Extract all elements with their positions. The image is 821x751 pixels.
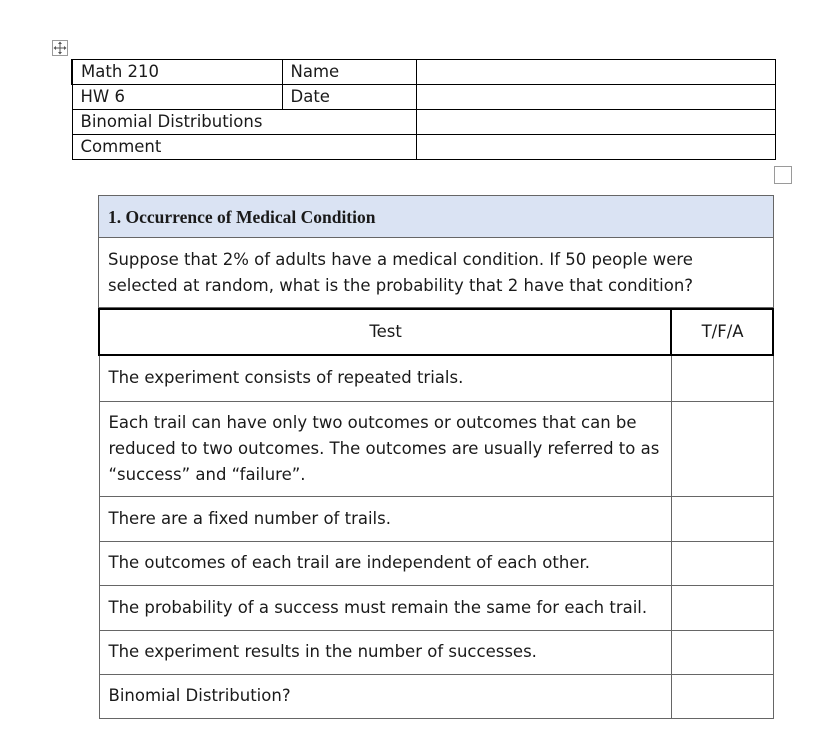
table-row [99, 355, 773, 401]
answer-cell[interactable] [671, 585, 773, 630]
comment-label-cell[interactable]: Comment [72, 135, 416, 160]
name-label-cell[interactable]: Name [282, 60, 416, 85]
answer-column-header: T/F/A [671, 309, 773, 355]
course-cell[interactable]: Math 210 [72, 60, 282, 85]
comment-value-cell[interactable] [416, 135, 775, 160]
topic-value-cell[interactable] [416, 110, 775, 135]
header-row-course [72, 60, 775, 85]
name-value-cell[interactable] [416, 60, 775, 85]
table-row [99, 630, 773, 674]
header-row-topic [72, 110, 775, 135]
problem-section [98, 195, 774, 719]
header-row-assignment [72, 85, 775, 110]
test-table-header-row [99, 309, 773, 355]
answer-cell[interactable] [671, 401, 773, 496]
test-cell: The probability of a success must remain the same for each trail. [99, 585, 671, 630]
topic-cell[interactable]: Binomial Distributions [72, 110, 416, 135]
date-value-cell[interactable] [416, 85, 775, 110]
problem-title: 1. Occurrence of Medical Condition [98, 195, 774, 238]
answer-cell[interactable] [671, 630, 773, 674]
header-row-comment [72, 135, 775, 160]
answer-cell[interactable] [671, 541, 773, 585]
assignment-cell[interactable]: HW 6 [72, 85, 282, 110]
test-cell: There are a fixed number of trails. [99, 496, 671, 541]
test-cell: The experiment consists of repeated trials. [99, 355, 671, 401]
table-row [99, 585, 773, 630]
problem-statement: Suppose that 2% of adults have a medical condition. If 50 people were selected at random, what is the probability that 2 have that condition? [98, 238, 774, 308]
answer-cell[interactable] [671, 496, 773, 541]
test-cell: Binomial Distribution? [99, 674, 671, 718]
test-column-header: Test [99, 309, 671, 355]
date-label-cell[interactable]: Date [282, 85, 416, 110]
test-cell: Each trail can have only two outcomes or outcomes that can be reduced to two outcomes. The outcomes are usually referred to as “success” and “failure”. [99, 401, 671, 496]
table-row [99, 496, 773, 541]
answer-cell[interactable] [671, 674, 773, 718]
header-table [71, 59, 776, 160]
table-move-handle-icon[interactable] [52, 40, 68, 56]
test-cell: The outcomes of each trail are independent of each other. [99, 541, 671, 585]
test-table [98, 308, 774, 719]
table-row [99, 401, 773, 496]
answer-cell[interactable] [671, 355, 773, 401]
table-resize-handle-icon[interactable] [774, 166, 792, 184]
table-row [99, 541, 773, 585]
table-row [99, 674, 773, 718]
test-cell: The experiment results in the number of successes. [99, 630, 671, 674]
